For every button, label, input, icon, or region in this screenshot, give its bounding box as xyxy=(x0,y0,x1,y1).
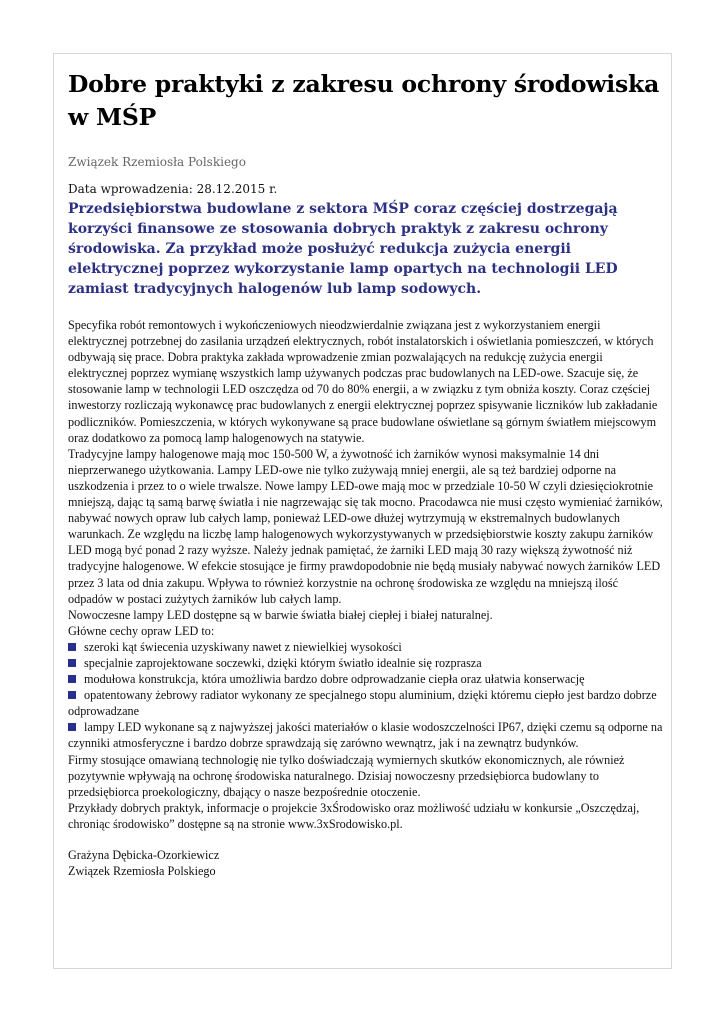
list-item-text: modułowa konstrukcja, która umożliwia bardzo dobre odprowadzanie ciepła oraz ułatwia konserwację xyxy=(84,672,585,687)
features-list xyxy=(68,639,663,752)
list-item xyxy=(68,671,663,687)
list-item xyxy=(68,639,663,655)
bullet-square-icon xyxy=(68,643,76,651)
author-organization: Związek Rzemiosła Polskiego xyxy=(68,864,216,879)
bullet-square-icon xyxy=(68,691,76,699)
list-item-text: opatentowany żebrowy radiator wykonany ze specjalnego stopu aluminium, dzięki któremu ciepło jest bardzo dobrze odprowadzane xyxy=(68,688,657,719)
bullet-square-icon xyxy=(68,675,76,683)
article-body xyxy=(68,317,663,879)
body-paragraph: Firmy stosujące omawianą technologię nie tylko doświadczają wymiernych skutków ekonomicznych, ale również pozytywnie wpływają na ochronę środowiska naturalnego. Dzisiaj nowoczesny przedsiębiorca budowlany to przedsiębiorca proekologiczny, dbający o nasze bezpośrednie otoczenie. xyxy=(68,752,625,799)
lead-paragraph: Przedsiębiorstwa budowlane z sektora MŚP coraz częściej dostrzegają korzyści finansowe ze stosowania dobrych praktyk z zakresu ochrony środowiska. Za przykład może posłużyć redukcja zużycia energii elektrycznej poprzez wykorzystanie lamp opartych na technologii LED zamiast tradycyjnych halogenów lub lamp sodowych. xyxy=(68,201,618,297)
bullet-square-icon xyxy=(68,659,76,667)
body-paragraph: Główne cechy opraw LED to: xyxy=(68,623,215,638)
list-item xyxy=(68,655,663,671)
publish-date: Data wprowadzenia: 28.12.2015 r. xyxy=(68,182,278,196)
page-title: Dobre praktyki z zakresu ochrony środowiska w MŚP xyxy=(68,70,660,131)
body-paragraph: Przykłady dobrych praktyk, informacje o projekcie 3xŚrodowisko oraz możliwość udziału w konkursie „Oszczędzaj, chroniąc środowisko” dostępne są na stronie www.3xSrodowisko.pl. xyxy=(68,800,640,831)
article xyxy=(68,68,663,879)
body-paragraph: Specyfika robót remontowych i wykończeniowych nieodzwierdalnie związana jest z wykorzystaniem energii elektrycznej potrzebnej do zasilania urządzeń elektrycznych, robót instalatorskich i oświetlania pomieszczeń, w których odbywają się prace. Dobra praktyka zakłada wprowadzenie zmian pozwalających na redukcję zużycia energii elektrycznej poprzez wymianę wszystkich lamp używanych podczas prac budowlanych na LED-owe. Szacuje się, że stosowanie lamp w technologii LED oszczędza od 70 do 80% energii, a w związku z tym obniża koszty. Coraz częściej inwestorzy rozliczają wykonawcę prac budowlanych z energii elektrycznej poprzez spisywanie liczników lub zakładanie podliczników. Pomieszczenia, w których wykonywane są prace budowlane oświetlane są górnym światłem miejscowym oraz dodatkowo za pomocą lamp halogenowych na statywie. xyxy=(68,318,658,445)
source-label: Związek Rzemiosła Polskiego xyxy=(68,155,246,169)
list-item-text: lampy LED wykonane są z najwyższej jakości materiałów o klasie wodoszczelności IP67, dzięki czemu są odporne na czynniki atmosferyczne i bardzo dobrze sprawdzają się zarówno wewnątrz, jak i na zewnątrz budynków. xyxy=(68,720,663,751)
body-paragraph: Tradycyjne lampy halogenowe mają moc 150-500 W, a żywotność ich żarników wynosi maksymalnie 14 dni nieprzerwanego użytkowania. Lampy LED-owe nie tylko zużywają mniej energii, ale są też bardziej odporne na uszkodzenia i przez to o wiele trwalsze. Nowe lampy LED-owe mają moc w przedziale 10-50 W czyli dziesięciokrotnie mniejszą, dając tą samą barwę światła i nie nagrzewając się tak mocno. Pracodawca nie musi często wymieniać żarników, nabywać nowych opraw lub całych lamp, ponieważ LED-owe dłużej wytrzymują w ekstremalnych budowlanych warunkach. Ze względu na liczbę lamp halogenowych wykorzystywanych w przedsiębiorstwie koszty zakupu żarników LED mogą być ponad 2 razy wyższe. Należy jednak pamiętać, że żarniki LED mają 30 razy większą żywotność niż tradycyjne halogenowe. W efekcie stosujące je firmy prawdopodobnie nie będą musiały nabywać nowych żarników LED przez 3 lata od dnia zakupu. Wpływa to również korzystnie na ochronę środowiska ze względu na mniejszą ilość odpadów w postaci zużytych żarników lub całych lamp. xyxy=(68,446,663,606)
list-item xyxy=(68,687,663,719)
body-paragraph: Nowoczesne lampy LED dostępne są w barwie światła białej ciepłej i białej naturalnej. xyxy=(68,607,493,622)
list-item-text: szeroki kąt świecenia uzyskiwany nawet z niewielkiej wysokości xyxy=(84,639,402,654)
author-name: Grażyna Dębicka-Ozorkiewicz xyxy=(68,848,220,862)
bullet-square-icon xyxy=(68,723,76,731)
list-item-text: specjalnie zaprojektowane soczewki, dzięki którym światło idealnie się rozprasza xyxy=(84,655,482,670)
signature xyxy=(68,847,663,879)
list-item xyxy=(68,719,663,751)
